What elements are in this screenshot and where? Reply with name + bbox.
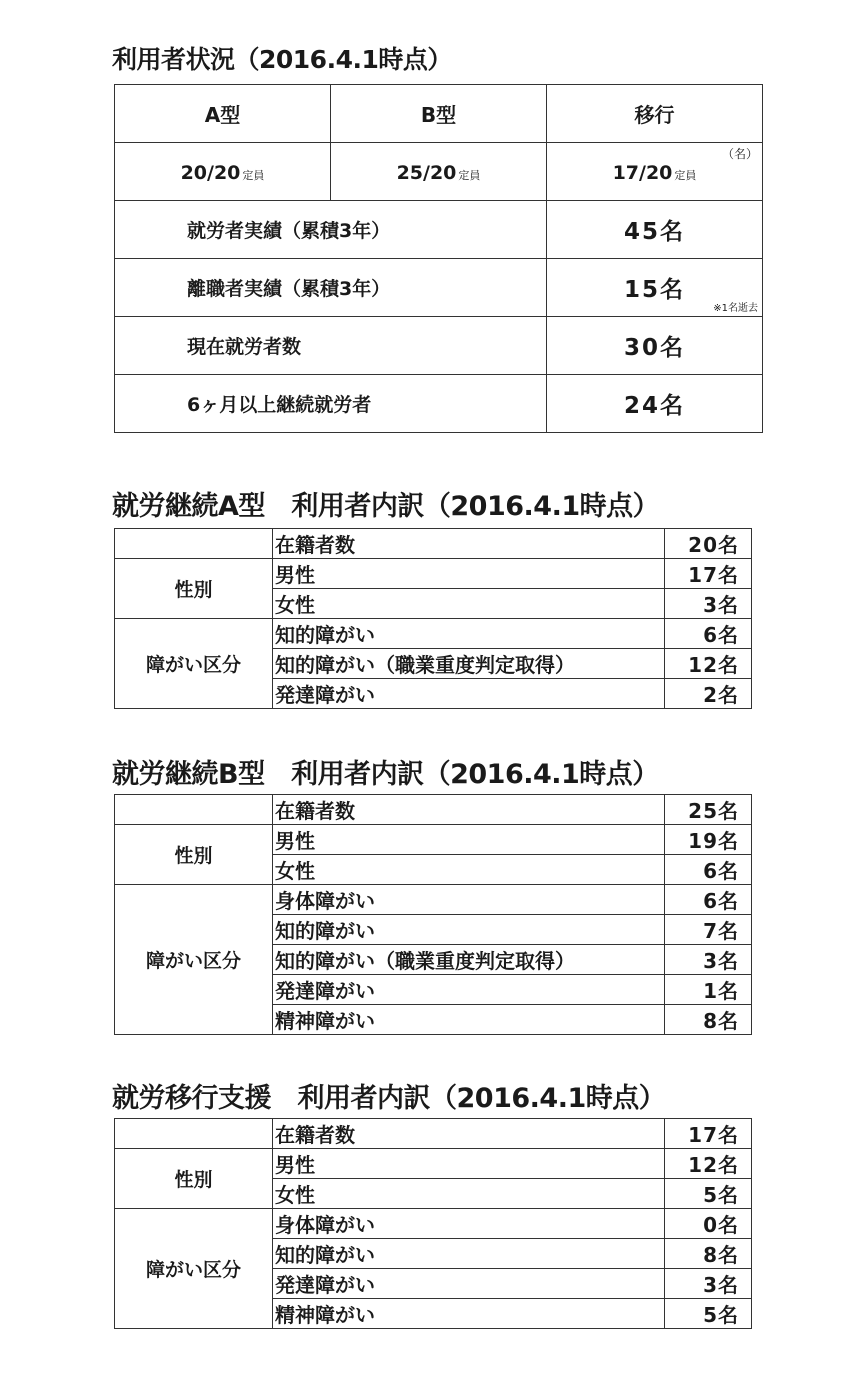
row-value: 3名 <box>665 945 752 975</box>
table-row <box>115 825 752 855</box>
table-row <box>115 1119 752 1149</box>
type-a-title: 就労継続A型 利用者内訳（2016.4.1時点） <box>112 491 660 522</box>
type-b-title: 就労継続B型 利用者内訳（2016.4.1時点） <box>112 759 659 790</box>
table-row <box>115 1149 752 1179</box>
row-label: 身体障がい <box>273 885 665 915</box>
summary-row-value: 24名 <box>547 375 763 433</box>
gender-group-label: 性別 <box>115 1149 273 1209</box>
row-value: 8名 <box>665 1005 752 1035</box>
blank-cell <box>115 1119 273 1149</box>
summary-row-value: 15名 <box>623 277 685 303</box>
disability-group-label: 障がい区分 <box>115 619 273 709</box>
capacity-transition: （名） 17/20 定員 <box>547 143 763 201</box>
row-label: 男性 <box>273 825 665 855</box>
gender-group-label: 性別 <box>115 825 273 885</box>
disability-group-label: 障がい区分 <box>115 885 273 1035</box>
row-value: 19名 <box>665 825 752 855</box>
summary-row <box>115 317 763 375</box>
enrolled-label: 在籍者数 <box>273 529 665 559</box>
row-value: 5名 <box>665 1299 752 1329</box>
row-value: 0名 <box>665 1209 752 1239</box>
disability-group-label: 障がい区分 <box>115 1209 273 1329</box>
row-value: 6名 <box>665 885 752 915</box>
row-label: 身体障がい <box>273 1209 665 1239</box>
row-value: 5名 <box>665 1179 752 1209</box>
header-type-b: B型 <box>331 85 547 143</box>
capacity-type-b: 25/20 定員 <box>331 143 547 201</box>
summary-row-label: 6ヶ月以上継続就労者 <box>115 375 547 433</box>
row-label: 精神障がい <box>273 1299 665 1329</box>
enrolled-value: 25名 <box>665 795 752 825</box>
deceased-note: ※1名逝去 <box>713 303 758 314</box>
row-value: 6名 <box>665 619 752 649</box>
row-label: 女性 <box>273 855 665 885</box>
summary-row-label: 就労者実績（累積3年） <box>115 201 547 259</box>
table-row <box>115 1209 752 1239</box>
row-value: 2名 <box>665 679 752 709</box>
row-value: 12名 <box>665 649 752 679</box>
summary-row <box>115 375 763 433</box>
summary-row <box>115 259 763 317</box>
row-value: 3名 <box>665 589 752 619</box>
row-value: 3名 <box>665 1269 752 1299</box>
table-row <box>115 885 752 915</box>
transition-table <box>114 1118 752 1329</box>
enrolled-label: 在籍者数 <box>273 795 665 825</box>
summary-title: 利用者状況（2016.4.1時点） <box>112 45 452 74</box>
summary-row-label: 現在就労者数 <box>115 317 547 375</box>
capacity-row <box>115 143 763 201</box>
row-value: 8名 <box>665 1239 752 1269</box>
summary-row <box>115 201 763 259</box>
row-label: 発達障がい <box>273 975 665 1005</box>
type-a-table <box>114 528 752 709</box>
transition-title: 就労移行支援 利用者内訳（2016.4.1時点） <box>112 1083 666 1114</box>
row-value: 6名 <box>665 855 752 885</box>
row-label: 発達障がい <box>273 679 665 709</box>
summary-row-value-cell <box>547 259 763 317</box>
table-row <box>115 795 752 825</box>
row-value: 12名 <box>665 1149 752 1179</box>
table-row <box>115 529 752 559</box>
type-b-table <box>114 794 752 1035</box>
enrolled-label: 在籍者数 <box>273 1119 665 1149</box>
enrolled-value: 17名 <box>665 1119 752 1149</box>
table-row <box>115 619 752 649</box>
row-label: 男性 <box>273 559 665 589</box>
header-type-a: A型 <box>115 85 331 143</box>
header-transition: 移行 <box>547 85 763 143</box>
blank-cell <box>115 795 273 825</box>
summary-row-value: 45名 <box>547 201 763 259</box>
summary-row-value: 30名 <box>547 317 763 375</box>
gender-group-label: 性別 <box>115 559 273 619</box>
row-label: 発達障がい <box>273 1269 665 1299</box>
row-label: 精神障がい <box>273 1005 665 1035</box>
summary-row-label: 離職者実績（累積3年） <box>115 259 547 317</box>
table-row <box>115 559 752 589</box>
blank-cell <box>115 529 273 559</box>
row-label: 知的障がい（職業重度判定取得） <box>273 945 665 975</box>
unit-note: （名） <box>721 147 758 161</box>
summary-table <box>114 84 763 433</box>
row-value: 7名 <box>665 915 752 945</box>
row-value: 1名 <box>665 975 752 1005</box>
row-label: 女性 <box>273 1179 665 1209</box>
row-label: 男性 <box>273 1149 665 1179</box>
row-label: 知的障がい <box>273 1239 665 1269</box>
capacity-type-a: 20/20 定員 <box>115 143 331 201</box>
summary-header-row <box>115 85 763 143</box>
row-label: 知的障がい <box>273 915 665 945</box>
row-label: 知的障がい（職業重度判定取得） <box>273 649 665 679</box>
enrolled-value: 20名 <box>665 529 752 559</box>
row-label: 女性 <box>273 589 665 619</box>
row-label: 知的障がい <box>273 619 665 649</box>
row-value: 17名 <box>665 559 752 589</box>
